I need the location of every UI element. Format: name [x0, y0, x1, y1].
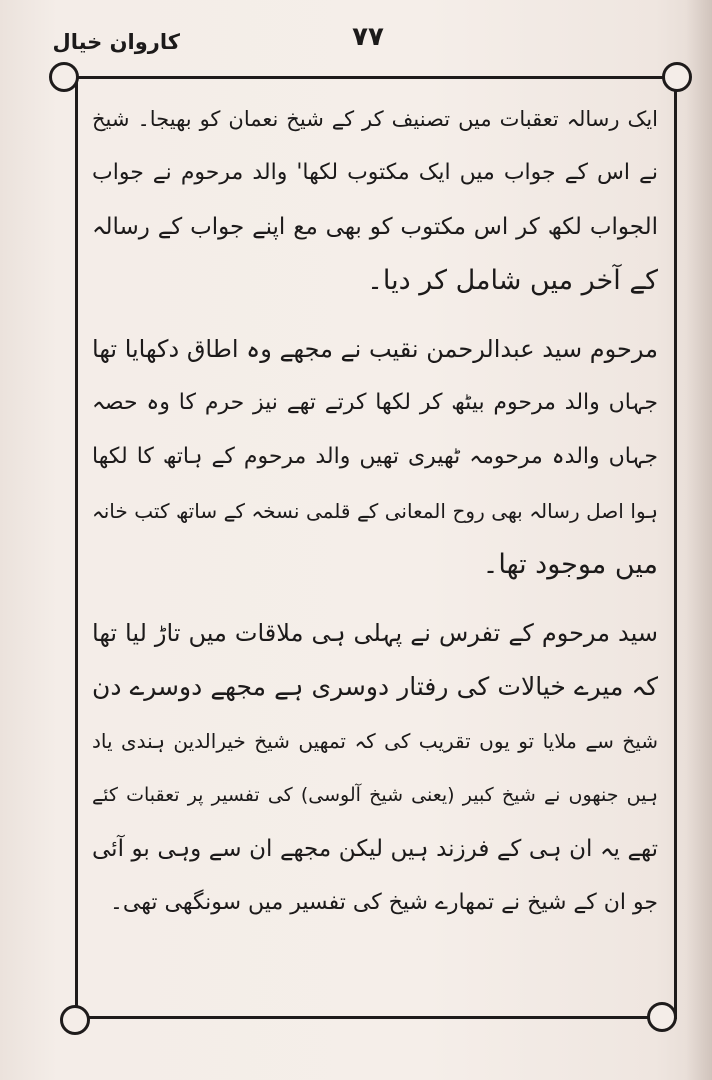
paragraph-1	[92, 92, 658, 308]
paragraph-gap	[92, 308, 658, 322]
text-line: الجواب لکھ کر اس مکتوب کو بھی مع اپنے جواب کے رسالہ	[92, 214, 658, 240]
text-line: ایک رسالہ تعقبات میں تصنیف کر کے شیخ نعمان کو بھیجا۔ شیخ	[92, 107, 658, 131]
paragraph-2	[92, 322, 658, 592]
text-line: ہوا اصل رسالہ بھی روح المعانی کے قلمی نسخہ کے ساتھ کتب خانہ	[92, 499, 658, 523]
text-line: میں موجود تھا۔	[482, 549, 658, 580]
paragraph-gap	[92, 592, 658, 606]
text-line: کے آخر میں شامل کر دیا۔	[367, 265, 658, 296]
binding-shadow	[686, 0, 712, 1080]
corner-ornament-top-right	[662, 62, 692, 92]
text-line: کہ میرے خیالات کی رفتار دوسری ہے مجھے دوسرے دن	[92, 672, 658, 701]
text-line: جہاں والد مرحوم بیٹھ کر لکھا کرتے تھے نیز حرم کا وہ حصہ	[92, 390, 658, 415]
body-text	[92, 92, 658, 992]
text-line: سید مرحوم کے تفرس نے پہلی ہی ملاقات میں تاڑ لیا تھا	[92, 619, 658, 647]
text-line: شیخ سے ملایا تو یوں تقریب کی کہ تمھیں شیخ خیرالدین ہندی یاد	[92, 729, 658, 753]
text-line: جو ان کے شیخ نے تمھارے شیخ کی تفسیر میں سونگھی تھی۔	[110, 890, 658, 915]
paragraph-3	[92, 606, 658, 930]
text-line: ہیں جنھوں نے شیخ کبیر (یعنی شیخ آلوسی) کی تفسیر پر تعقبات کئے	[92, 784, 658, 806]
page-header	[0, 22, 712, 62]
running-title: کاروان خیال	[52, 30, 180, 54]
text-line: مرحوم سید عبدالرحمن نقیب نے مجھے وہ اطاق دکھایا تھا	[92, 335, 658, 363]
text-line: جہاں والدہ مرحومہ ٹھیری تھیں والد مرحوم کے ہاتھ کا لکھا	[92, 444, 658, 469]
text-line: نے اس کے جواب میں ایک مکتوب لکھا' والد مرحوم نے جواب	[92, 160, 658, 185]
text-line: تھے یہ ان ہی کے فرزند ہیں لیکن مجھے ان سے وہی بو آئی	[92, 836, 658, 862]
corner-ornament-bottom-right	[647, 1002, 677, 1032]
corner-ornament-bottom-left	[60, 1005, 90, 1035]
corner-ornament-top-left	[49, 62, 79, 92]
page-number: ۷۷	[352, 22, 384, 52]
